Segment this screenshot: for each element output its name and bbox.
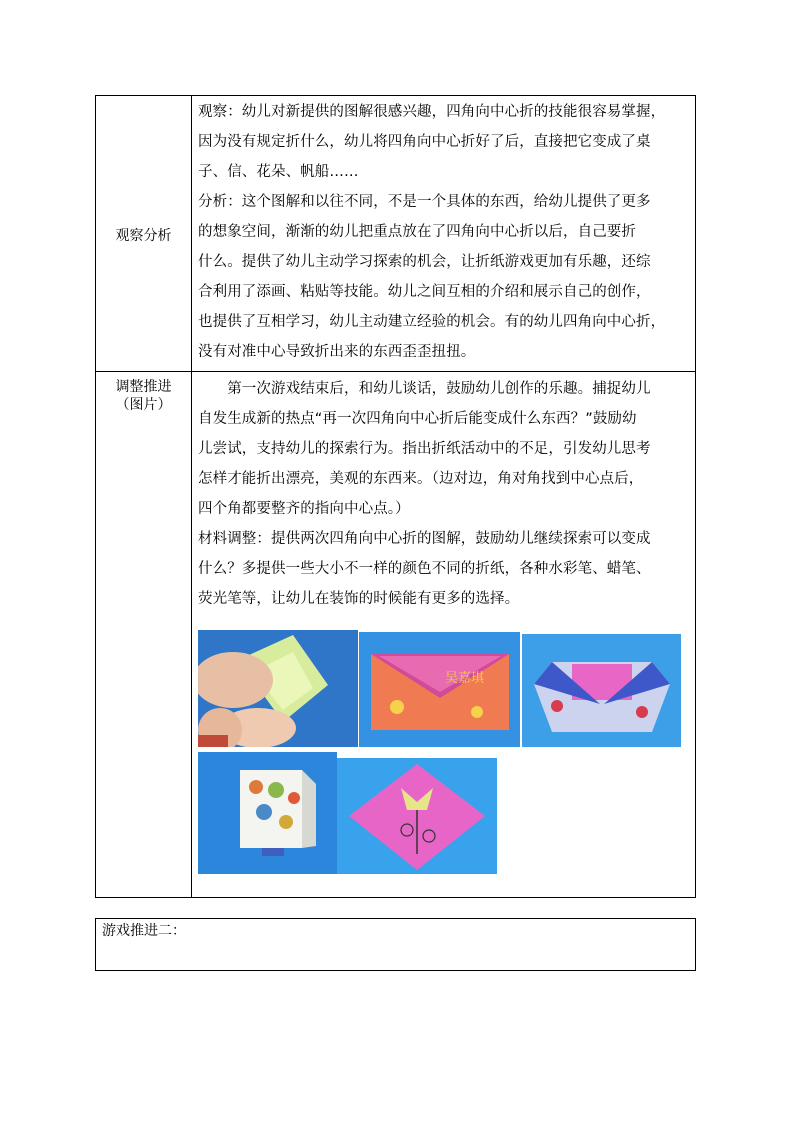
text-line: 自发生成新的热点“再一次四角向中心折后能变成什么东西？”鼓励幼: [198, 411, 637, 427]
text-line: 第一次游戏结束后，和幼儿谈话，鼓励幼儿创作的乐趣。捕捉幼儿: [198, 381, 651, 397]
adjustment-text: [198, 374, 690, 614]
text-line: 荧光笔等，让幼儿在装饰的时候能有更多的选择。: [198, 591, 520, 607]
text-line: 合利用了添画、粘贴等技能。幼儿之间互相的介绍和展示自己的创作，: [198, 284, 651, 300]
text-line: 什么？多提供一些大小不一样的颜色不同的折纸，各种水彩笔、蜡笔、: [198, 561, 651, 577]
text-line: 子、信、花朵、帆船……: [198, 164, 359, 180]
text-line: 四个角都要整齐的指向中心点。）: [198, 501, 410, 517]
photo-dress-art: [522, 634, 681, 747]
photo-table-fold-art: [198, 752, 337, 874]
photo-flower-art: [337, 758, 497, 874]
game-advance-table: [95, 918, 696, 971]
text-line: 观察：幼儿对新提供的图解很感兴趣，四角向中心折的技能很容易掌握，: [198, 104, 666, 120]
photo-dress: [522, 634, 681, 747]
envelope-name-text: 吴嘉琪: [445, 671, 485, 686]
photo-folding-hands-art: [198, 630, 358, 747]
column-divider: [191, 96, 192, 897]
photo-envelope-art: [359, 632, 520, 747]
label-adjustment-line2: （图片）: [115, 397, 172, 413]
label-adjustment-line1: 调整推进: [115, 379, 172, 395]
text-line: 的想象空间，渐渐的幼儿把重点放在了四角向中心折以后，自己要折: [198, 224, 636, 240]
row-divider: [96, 371, 695, 372]
label-adjustment: [96, 378, 191, 414]
photo-envelope: [359, 632, 520, 747]
text-line: 儿尝试，支持幼儿的探索行为。指出折纸活动中的不足，引发幼儿思考: [198, 441, 651, 457]
text-line: 分析：这个图解和以往不同，不是一个具体的东西，给幼儿提供了更多: [198, 194, 651, 210]
text-line: 因为没有规定折什么，幼儿将四角向中心折好了后，直接把它变成了桌: [198, 134, 651, 150]
text-line: 也提供了互相学习，幼儿主动建立经验的机会。有的幼儿四角向中心折，: [198, 314, 666, 330]
photo-flower: [337, 758, 497, 874]
label-observation-analysis: 观察分析: [115, 228, 172, 244]
observation-analysis-text: [198, 97, 690, 367]
text-line: 材料调整：提供两次四角向中心折的图解，鼓励幼儿继续探索可以变成: [198, 531, 651, 547]
text-line: 什么。提供了幼儿主动学习探索的机会，让折纸游戏更加有乐趣，还综: [198, 254, 651, 270]
text-line: 没有对准中心导致折出来的东西歪歪扭扭。: [198, 344, 476, 360]
photo-folding-hands: [198, 630, 358, 747]
text-line: 怎样才能折出漂亮，美观的东西来。（边对边，角对角找到中心点后，: [198, 471, 644, 487]
photo-table-fold: [198, 752, 337, 874]
label-game-advance-two: 游戏推进二：: [102, 923, 186, 939]
